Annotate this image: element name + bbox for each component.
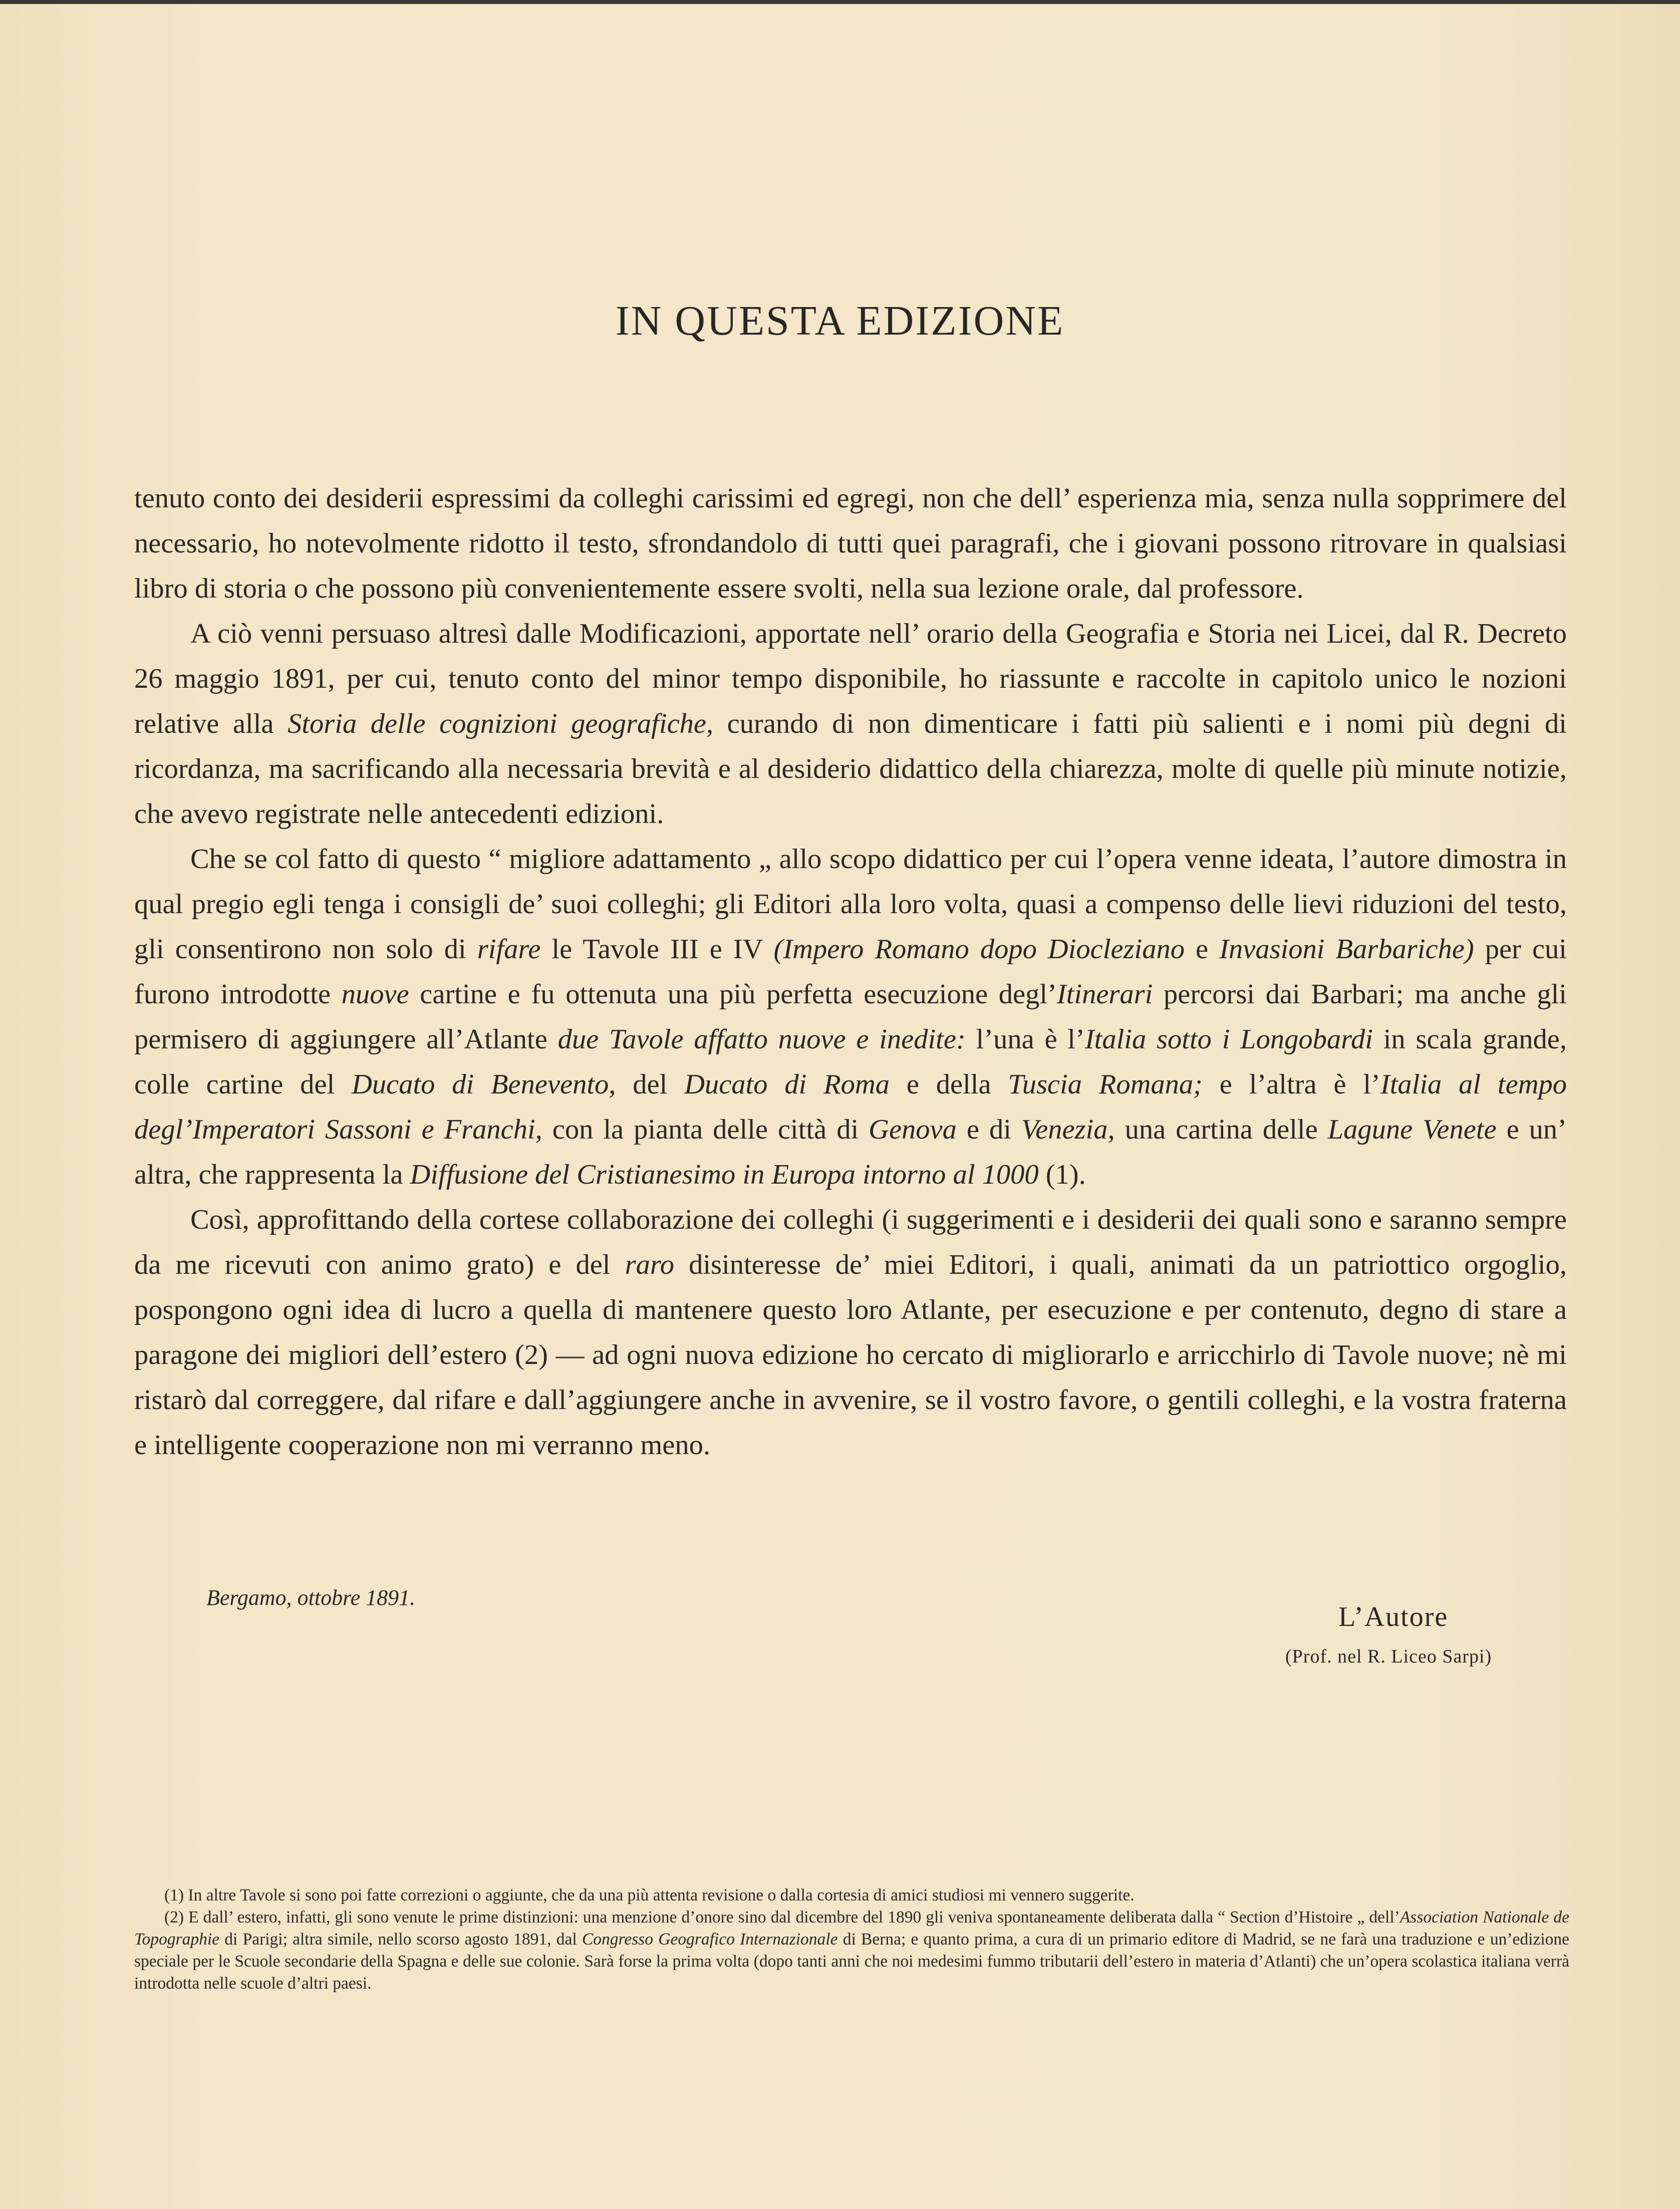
footnote-1: (1) In altre Tavole si sono poi fatte correzioni o aggiunte, che da una più attenta revisione o dalla cortesia di amici studiosi mi vennero suggerite. xyxy=(164,1886,1135,1904)
author-signature: L’Autore xyxy=(1338,1601,1449,1632)
body-text xyxy=(134,476,1567,1468)
author-affiliation: (Prof. nel R. Liceo Sarpi) xyxy=(1285,1646,1492,1667)
footnote-2: (2) E dall’ estero, infatti, gli sono venute le prime distinzioni: una menzione d’onore sino dal dicembre del 1890 gli veniva spontaneamente deliberata dalla “ Section d’Histoire „ dell’Association Nationale de Topographie di Parigi; altra simile, nello scorso agosto 1891, dal Congresso Geografico Internazionale di Berna; e quanto prima, a cura di un primario editore di Madrid, se ne farà una traduzione e un’edizione speciale per le Scuole secondarie della Spagna e delle sue colonie. Sarà forse la prima volta (dopo tanti anni che noi medesimi fummo tributarii dell’estero in materia d’Atlanti) che un’opera scolastica italiana verrà introdotta nelle scuole d’altri paesi. xyxy=(134,1908,1569,1993)
paragraph-3: Che se col fatto di questo “ migliore adattamento „ allo scopo didattico per cui l’opera venne ideata, l’autore dimostra in qual pregio egli tenga i consigli de’ suoi colleghi; gli Editori alla loro volta, quasi a compenso delle lievi riduzioni del testo, gli consentirono non solo di rifare le Tavole III e IV (Impero Romano dopo Diocleziano e Invasioni Barbariche) per cui furono introdotte nuove cartine e fu ottenuta una più perfetta esecuzione degl’Itinerari percorsi dai Barbari; ma anche gli permisero di aggiungere all’Atlante due Tavole affatto nuove e inedite: l’una è l’Italia sotto i Longobardi in scala grande, colle cartine del Ducato di Benevento, del Ducato di Roma e della Tuscia Romana; e l’altra è l’Italia al tempo degl’Imperatori Sassoni e Franchi, con la pianta delle città di Genova e di Venezia, una cartina delle Lagune Venete e un’ altra, che rappresenta la Diffusione del Cristianesimo in Europa intorno al 1000 (1). xyxy=(134,844,1567,1190)
footnotes xyxy=(134,1884,1569,1995)
paragraph-1: tenuto conto dei desiderii espressimi da colleghi carissimi ed egregi, non che dell’ esperienza mia, senza nulla sopprimere del necessario, ho notevolmente ridotto il testo, sfrondandolo di tutti quei paragrafi, che i giovani possono ritrovare in qualsiasi libro di storia o che possono più convenientemente essere svolti, nella sua lezione orale, dal professore. xyxy=(134,483,1567,604)
paragraph-2: A ciò venni persuaso altresì dalle Modificazioni, apportate nell’ orario della Geografia e Storia nei Licei, dal R. Decreto 26 maggio 1891, per cui, tenuto conto del minor tempo disponibile, ho riassunte e raccolte in capitolo unico le nozioni relative alla Storia delle cognizioni geografiche, curando di non dimenticare i fatti più salienti e i nomi più degni di ricordanza, ma sacrificando alla necessaria brevità e al desiderio didattico della chiarezza, molte di quelle più minute notizie, che avevo registrate nelle antecedenti edizioni. xyxy=(134,618,1567,830)
place-date: Bergamo, ottobre 1891. xyxy=(206,1585,416,1610)
page-title: IN QUESTA EDIZIONE xyxy=(615,298,1065,344)
page-top-edge xyxy=(0,0,1680,4)
paragraph-4: Così, approfittando della cortese collaborazione dei colleghi (i suggerimenti e i desiderii dei quali sono e saranno sempre da me ricevuti con animo grato) e del raro disinteresse de’ miei Editori, i quali, animati da un patriottico orgoglio, pospongono ogni idea di lucro a quella di mantenere questo loro Atlante, per esecuzione e per contenuto, degno di stare a paragone dei migliori dell’estero (2) — ad ogni nuova edizione ho cercato di migliorarlo e arricchirlo di Tavole nuove; nè mi ristarò dal correggere, dal rifare e dall’aggiungere anche in avvenire, se il vostro favore, o gentili colleghi, e la vostra fraterna e intelligente cooperazione non mi verranno meno. xyxy=(134,1204,1567,1461)
